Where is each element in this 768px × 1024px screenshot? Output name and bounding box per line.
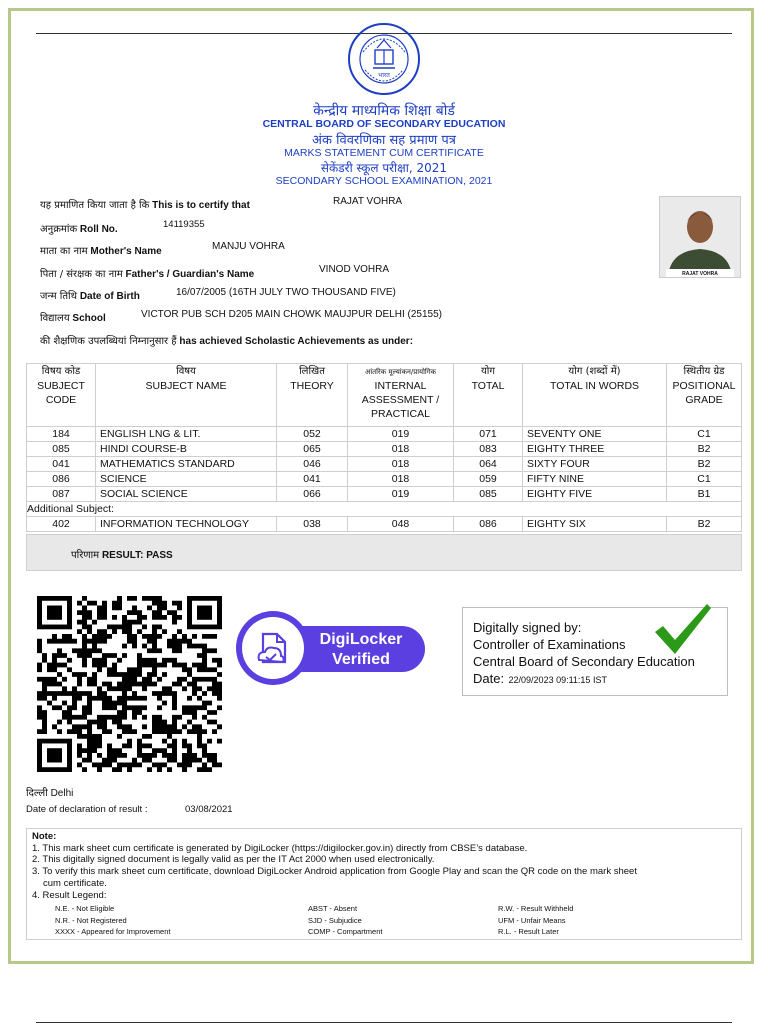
result-text bbox=[71, 547, 173, 561]
subject-code: 184 bbox=[27, 427, 96, 442]
school-label-hindi: विद्यालय bbox=[40, 313, 70, 324]
signature-date-value: 22/09/2023 09:11:15 IST bbox=[508, 675, 607, 685]
signer-title: Controller of Examinations bbox=[473, 637, 626, 652]
verified-checkmark-icon bbox=[653, 602, 713, 658]
total-marks: 059 bbox=[454, 472, 523, 487]
legend-item: R.L. - Result Later bbox=[498, 927, 559, 936]
total-in-words: EIGHTY FIVE bbox=[523, 487, 667, 502]
place bbox=[26, 785, 73, 799]
dob-label bbox=[40, 288, 140, 302]
certificate-title-hindi: अंक विवरणिका सह प्रमाण पत्र bbox=[312, 133, 456, 148]
digital-signature-box[interactable] bbox=[462, 607, 728, 696]
qr-code-icon[interactable] bbox=[37, 596, 223, 772]
roll-label-english: Roll No. bbox=[79, 224, 118, 235]
positional-grade: B2 bbox=[667, 457, 742, 472]
column-header-code: विषय कोड SUBJECT CODE bbox=[27, 364, 96, 427]
signature-date-label: Date: bbox=[473, 671, 505, 686]
notes-box bbox=[26, 828, 742, 940]
total-marks: 086 bbox=[454, 517, 523, 532]
result-row bbox=[26, 534, 742, 571]
legend-item: N.E. - Not Eligible bbox=[55, 904, 115, 913]
certificate-title: MARKS STATEMENT CUM CERTIFICATE bbox=[284, 147, 484, 159]
declaration-date: 03/08/2021 bbox=[185, 804, 233, 815]
total-marks: 085 bbox=[454, 487, 523, 502]
result-value: RESULT: PASS bbox=[101, 550, 173, 561]
mother-label-hindi: माता का नाम bbox=[40, 246, 88, 257]
positional-grade: B1 bbox=[667, 487, 742, 502]
column-header-subject: विषय SUBJECT NAME bbox=[96, 364, 277, 427]
father-name: VINOD VOHRA bbox=[319, 264, 390, 275]
note-item: 1. This mark sheet cum certificate is generated by DigiLocker (https://digilocker.gov.in) directly from CBSE’s database. bbox=[32, 843, 528, 854]
photo-caption: RAJAT VOHRA bbox=[682, 271, 718, 277]
place-hindi: दिल्ली bbox=[26, 788, 48, 799]
mother-label-english: Mother's Name bbox=[90, 246, 162, 257]
internal-marks: 019 bbox=[348, 427, 454, 442]
theory-marks: 065 bbox=[277, 442, 348, 457]
roll-number: 14119355 bbox=[163, 219, 205, 230]
school-label bbox=[40, 310, 106, 324]
note-item: 2. This digitally signed document is legally valid as per the IT Act 2000 when used electronically. bbox=[32, 854, 435, 865]
table-row bbox=[27, 442, 742, 457]
dob-label-hindi: जन्म तिथि bbox=[40, 291, 78, 302]
additional-subject-row bbox=[27, 502, 742, 517]
table-row bbox=[27, 472, 742, 487]
total-in-words: EIGHTY SIX bbox=[523, 517, 667, 532]
internal-marks: 018 bbox=[348, 442, 454, 457]
legend-item: ABST - Absent bbox=[308, 904, 358, 913]
emblem-caption: भारत bbox=[378, 72, 390, 79]
father-label-english: Father's / Guardian's Name bbox=[125, 269, 255, 280]
positional-grade: C1 bbox=[667, 472, 742, 487]
digilocker-label: DigiLocker bbox=[319, 631, 403, 648]
dob-label-english: Date of Birth bbox=[79, 291, 140, 302]
qr-finder-square bbox=[37, 596, 72, 629]
father-label-hindi: पिता / संरक्षक का नाम bbox=[40, 269, 123, 280]
signed-by-label: Digitally signed by: bbox=[473, 620, 582, 635]
positional-grade: B2 bbox=[667, 517, 742, 532]
board-name-hindi: केन्द्रीय माध्यमिक शिक्षा बोर्ड bbox=[313, 103, 455, 119]
table-header-row bbox=[27, 364, 742, 427]
exam-name: SECONDARY SCHOOL EXAMINATION, 2021 bbox=[275, 175, 493, 187]
table-row bbox=[27, 487, 742, 502]
note-item: cum certificate. bbox=[43, 878, 107, 889]
internal-marks: 018 bbox=[348, 457, 454, 472]
legend-item: SJD - Subjudice bbox=[308, 916, 362, 925]
digilocker-verified-badge bbox=[235, 610, 427, 686]
student-photo bbox=[659, 196, 741, 278]
qr-finder-square bbox=[187, 596, 222, 629]
note-item: 4. Result Legend: bbox=[32, 890, 107, 901]
cbse-emblem-icon bbox=[347, 22, 421, 96]
column-header-total: योग TOTAL bbox=[454, 364, 523, 427]
certify-label bbox=[40, 197, 250, 211]
internal-marks: 018 bbox=[348, 472, 454, 487]
subject-name: MATHEMATICS STANDARD bbox=[96, 457, 277, 472]
mother-name: MANJU VOHRA bbox=[212, 241, 285, 252]
subject-code: 041 bbox=[27, 457, 96, 472]
roll-label bbox=[40, 221, 118, 235]
total-in-words: SIXTY FOUR bbox=[523, 457, 667, 472]
achievement-label-english: has achieved Scholastic Achievements as under: bbox=[179, 336, 414, 347]
student-name: RAJAT VOHRA bbox=[333, 196, 403, 207]
subject-code: 087 bbox=[27, 487, 96, 502]
roll-label-hindi: अनुक्रमांक bbox=[40, 224, 78, 235]
declaration-date-label: Date of declaration of result : bbox=[26, 804, 148, 815]
subject-name: ENGLISH LNG & LIT. bbox=[96, 427, 277, 442]
column-header-total-words: योग (शब्दों में) TOTAL IN WORDS bbox=[523, 364, 667, 427]
school-label-english: School bbox=[72, 313, 106, 324]
legend-item: UFM - Unfair Means bbox=[498, 916, 566, 925]
signature-date bbox=[473, 670, 607, 688]
qr-finder-square bbox=[37, 739, 72, 772]
legend-item: R.W. - Result Withheld bbox=[498, 904, 574, 913]
legend-item: N.R. - Not Registered bbox=[55, 916, 127, 925]
subject-code: 086 bbox=[27, 472, 96, 487]
column-header-internal: आंतरिक मूल्यांकन/प्रायोगिक INTERNAL ASSESSMENT / PRACTICAL bbox=[348, 364, 454, 427]
column-header-theory: लिखित THEORY bbox=[277, 364, 348, 427]
table-row bbox=[27, 457, 742, 472]
theory-marks: 041 bbox=[277, 472, 348, 487]
marks-table bbox=[26, 363, 742, 532]
certify-label-english: This is to certify that bbox=[152, 200, 250, 211]
theory-marks: 046 bbox=[277, 457, 348, 472]
school-name: VICTOR PUB SCH D205 MAIN CHOWK MAUJPUR DELHI (25155) bbox=[141, 309, 442, 320]
bottom-rule bbox=[36, 1022, 732, 1023]
legend-item: XXXX - Appeared for Improvement bbox=[55, 927, 171, 936]
result-label-hindi: परिणाम bbox=[71, 550, 100, 561]
total-marks: 071 bbox=[454, 427, 523, 442]
subject-name: SOCIAL SCIENCE bbox=[96, 487, 277, 502]
place-english: Delhi bbox=[50, 788, 74, 799]
verified-label: Verified bbox=[332, 651, 390, 668]
total-marks: 083 bbox=[454, 442, 523, 457]
table-row bbox=[27, 517, 742, 532]
subject-name: HINDI COURSE-B bbox=[96, 442, 277, 457]
note-item: 3. To verify this mark sheet cum certificate, download DigiLocker Android application from Google Play and scan the QR code on the mark sheet bbox=[32, 866, 637, 877]
board-name: CENTRAL BOARD OF SECONDARY EDUCATION bbox=[262, 118, 506, 130]
total-in-words: EIGHTY THREE bbox=[523, 442, 667, 457]
signer-organization: Central Board of Secondary Education bbox=[473, 654, 695, 669]
positional-grade: B2 bbox=[667, 442, 742, 457]
achievement-label-hindi: की शैक्षणिक उपलब्धियां निम्नानुसार हैं bbox=[40, 336, 177, 347]
subject-code: 402 bbox=[27, 517, 96, 532]
theory-marks: 066 bbox=[277, 487, 348, 502]
subject-code: 085 bbox=[27, 442, 96, 457]
total-in-words: SEVENTY ONE bbox=[523, 427, 667, 442]
total-in-words: FIFTY NINE bbox=[523, 472, 667, 487]
theory-marks: 038 bbox=[277, 517, 348, 532]
father-label bbox=[40, 266, 254, 280]
table-row bbox=[27, 427, 742, 442]
column-header-grade: स्थितीय ग्रेड POSITIONAL GRADE bbox=[667, 364, 742, 427]
subject-name: INFORMATION TECHNOLOGY bbox=[96, 517, 277, 532]
mother-label bbox=[40, 243, 162, 257]
legend-item: COMP - Compartment bbox=[308, 927, 383, 936]
theory-marks: 052 bbox=[277, 427, 348, 442]
student-portrait-icon bbox=[660, 197, 740, 277]
notes-title: Note: bbox=[32, 831, 57, 842]
positional-grade: C1 bbox=[667, 427, 742, 442]
subject-name: SCIENCE bbox=[96, 472, 277, 487]
exam-name-hindi: सेकेंडरी स्कूल परीक्षा, 2021 bbox=[320, 161, 448, 175]
total-marks: 064 bbox=[454, 457, 523, 472]
additional-subject-label: Additional Subject: bbox=[27, 502, 742, 517]
date-of-birth: 16/07/2005 (16TH JULY TWO THOUSAND FIVE) bbox=[176, 287, 396, 298]
achievement-label bbox=[40, 333, 413, 347]
internal-marks: 048 bbox=[348, 517, 454, 532]
certify-label-hindi: यह प्रमाणित किया जाता है कि bbox=[40, 200, 150, 211]
internal-marks: 019 bbox=[348, 487, 454, 502]
